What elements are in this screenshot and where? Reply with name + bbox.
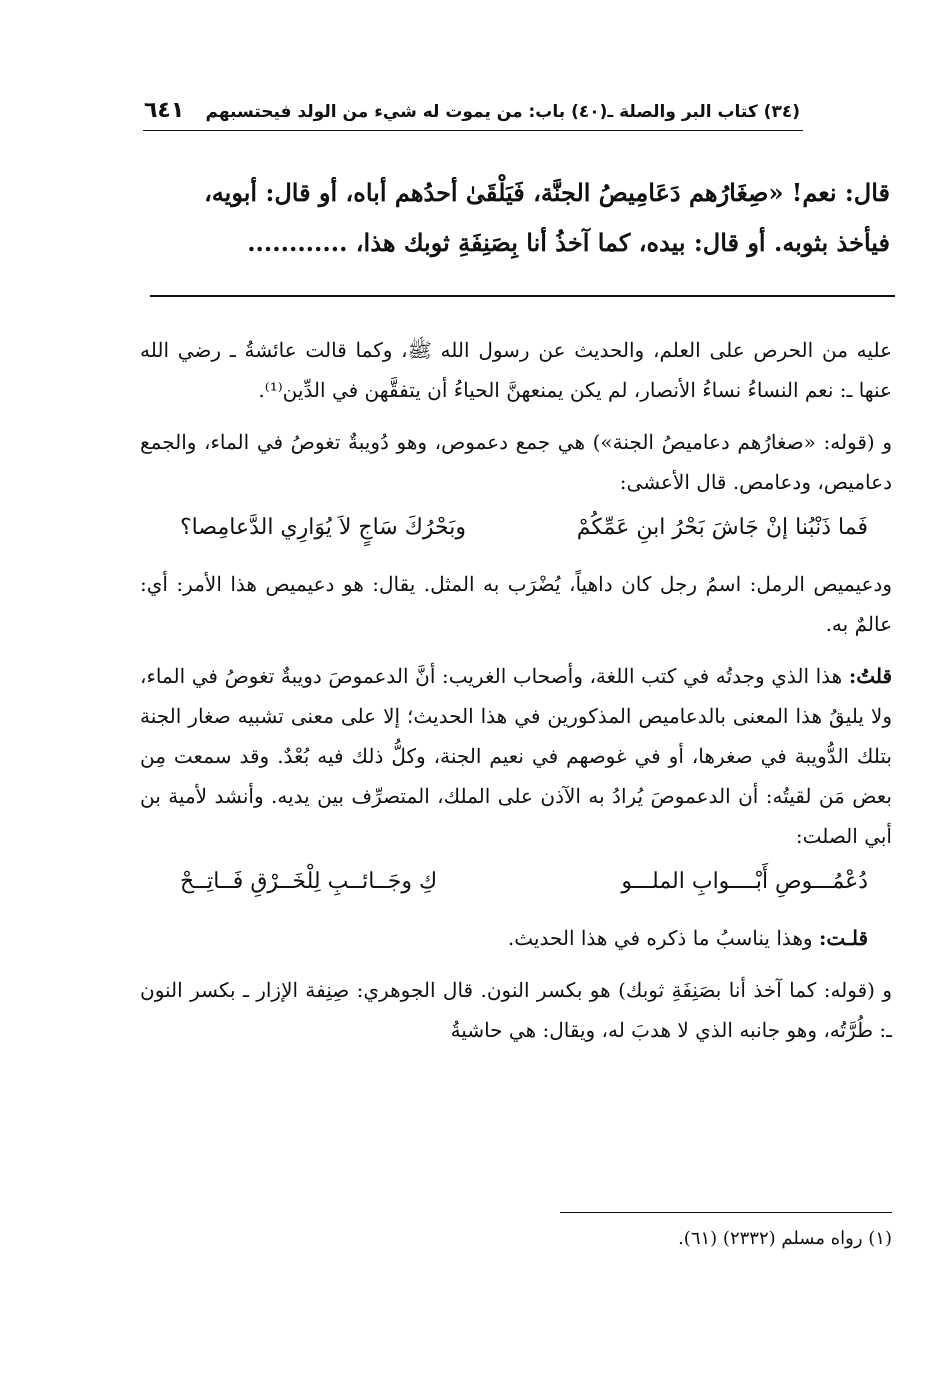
verse-2-second-hemistich: كِ وجَــائــبِ لِلْخَــرْقِ فَــاتِــحْ	[180, 869, 438, 894]
header-divider	[143, 130, 803, 131]
hadith-line-1: قال: نعم! «صِغَارُهم دَعَامِيصُ الجنَّة، فَيَلْقَىٰ أحدُهم أباه، أو قال: أبويه،	[204, 178, 890, 207]
verse-1-second-hemistich: وبَحْرُكَ سَاجٍ لاَ يُوَارِي الدَّعامِصا؟	[180, 515, 466, 540]
hadith-line-2: فيأخذ بثوبه. أو قال: بيده، كما آخذُ أنا بِصَنِفَةِ ثوبك هذا، ............	[247, 228, 890, 257]
running-header	[140, 96, 800, 130]
header-title: (٣٤) كتاب البر والصلة ـ(٤٠) باب: من يموت له شيء من الولد فيحتسبهم	[205, 102, 800, 122]
paragraph-5-body: وهذا يناسبُ ما ذكره في هذا الحديث.	[507, 926, 813, 950]
paragraph-4-body: هذا الذي وجدتُه في كتب اللغة، وأصحاب الغريب: أنَّ الدعموصَ دويبةٌ تغوصُ في الماء، ولا يليقُ هذا المعنى بالدعاميص المذكورين في هذا الحديث؛ إلا على معنى تشبيه صغار الجنة بتلك الدُّويبة في صغرها، أو في غوصهم في نعيم الجنة، وكلُّ ذلك فيه بُعْدٌ. وقد سمعت مِن بعض مَن لقيتُه: أن الدعموصَ يُرادُ به الآذن على الملك، المتصرِّف بين يديه. وأنشد لأمية بن أبي الصلت:	[140, 664, 892, 848]
text-commentary-divider	[150, 295, 895, 297]
footnote-divider	[560, 1212, 892, 1213]
commentary-paragraph-4	[140, 656, 892, 856]
commentary	[140, 330, 892, 1062]
qultu-label-2: قلـت:	[818, 926, 868, 950]
commentary-paragraph-3: ودعيميص الرمل: اسمُ رجل كان داهياً، يُضْرَب به المثل. يقال: هو دعيميص هذا الأمر: أي: عالمٌ به.	[140, 572, 892, 636]
commentary-paragraph-6: و (قوله: كما آخذ أنا بصَنِفَةِ ثوبك) هو بكسر النون. قال الجوهري: صِنِفة الإزار ـ بكسر النون ـ: طُرَّتُه، وهو جانبه الذي لا هدبَ له، ويقال: هي حاشيةُ	[140, 978, 892, 1042]
verse-2-first-hemistich: دُعْمُـــوصِ أَبْــــوابِ الملـــو	[621, 869, 868, 894]
qultu-label: قلتُ:	[848, 664, 893, 688]
footnote: (١) رواه مسلم (٢٣٣٢) (٦١).	[678, 1228, 892, 1249]
poetry-verse-2	[180, 856, 868, 908]
page-number: ٦٤١	[144, 98, 185, 123]
commentary-paragraph-1: عليه من الحرص على العلم، والحديث عن رسول الله ﷺ، وكما قالت عائشةُ ـ رضي الله عنها ـ: نعم النساءُ نساءُ الأنصار، لم يكن يمنعهنَّ الحياءُ أن يتفقَّهن في الدِّين⁽¹⁾.	[140, 338, 892, 402]
poetry-verse-1	[180, 502, 868, 554]
commentary-paragraph-2: و (قوله: «صغارُهم دعاميصُ الجنة») هي جمع دعموص، وهو دُويبةٌ تغوصُ في الماء، والجمع دعاميص، ودعامص. قال الأعشى:	[140, 430, 892, 494]
commentary-paragraph-5	[140, 918, 892, 958]
hadith-text	[150, 168, 890, 268]
verse-1-first-hemistich: فَما ذَنْبُنا إنْ جَاشَ بَحْرُ ابنِ عَمِّكُمْ	[576, 515, 868, 540]
